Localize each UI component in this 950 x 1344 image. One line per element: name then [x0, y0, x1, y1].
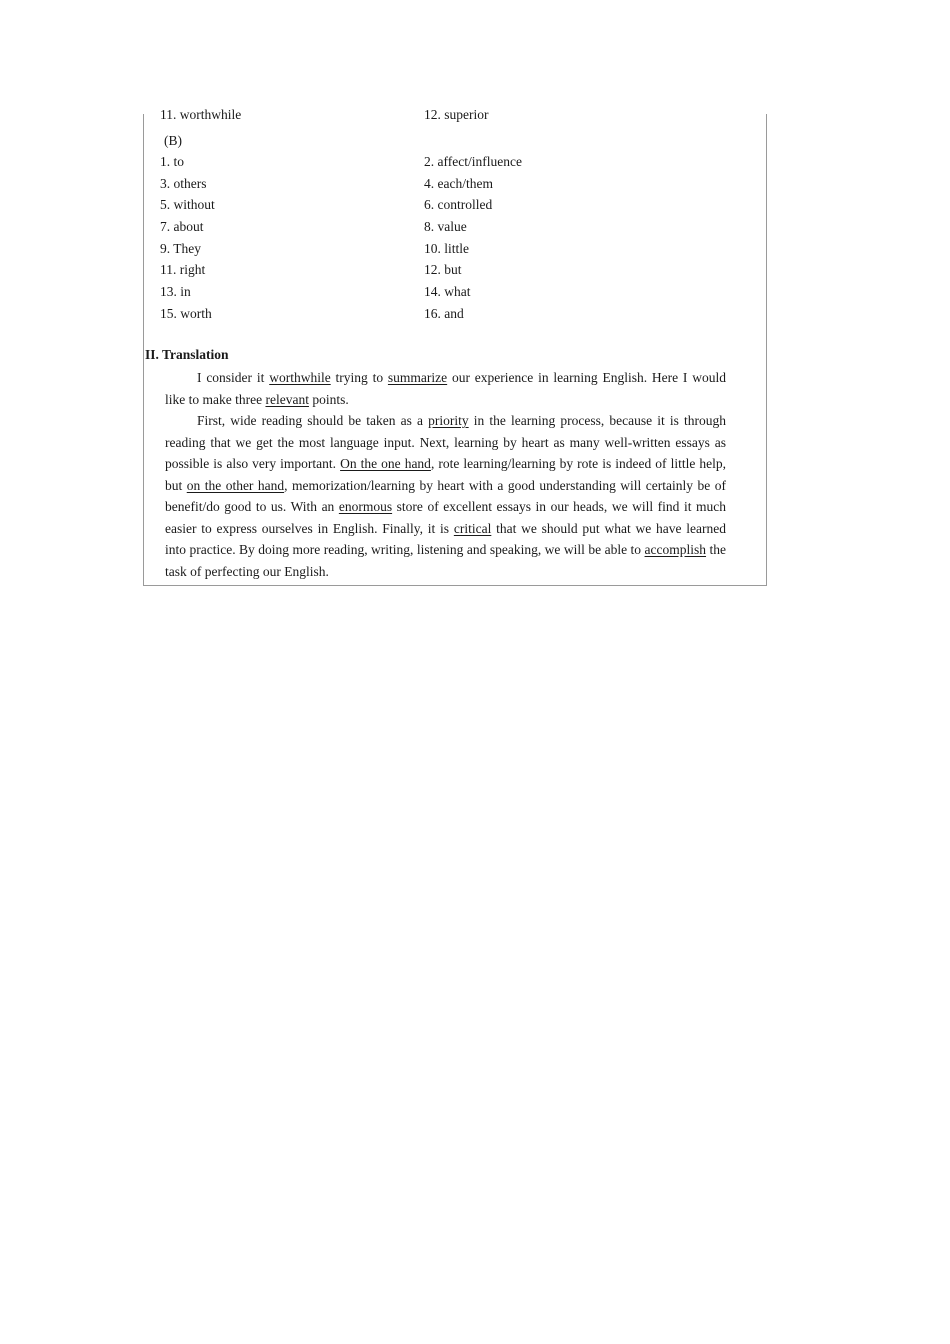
- underlined-term: On the one hand: [340, 456, 431, 471]
- answer-item: 10. little: [424, 240, 469, 256]
- answer-item: 1. to: [160, 154, 185, 169]
- translation-heading: II. Translation: [145, 347, 229, 362]
- text-run: points.: [308, 391, 349, 407]
- answer-row: [160, 259, 760, 281]
- underlined-term: critical: [453, 520, 492, 536]
- underlined-term: enormous: [338, 499, 393, 514]
- answer-row: [160, 303, 760, 325]
- section-b-answers: [160, 151, 760, 325]
- answer-item: 9. They: [160, 240, 201, 256]
- underlined-term: priority: [428, 413, 469, 428]
- underlined-term: summarize: [387, 370, 448, 385]
- underlined-term: on the other hand: [186, 477, 285, 493]
- answer-item: 14. what: [424, 284, 471, 300]
- answer-item: 12. but: [424, 262, 462, 278]
- section-b-label: (B): [164, 133, 182, 148]
- answer-item: 7. about: [160, 219, 204, 235]
- answer-item: 13. in: [160, 284, 191, 300]
- answer-item: 8. value: [424, 219, 467, 235]
- text-run: I consider it: [197, 370, 270, 385]
- underlined-term: accomplish: [644, 542, 707, 557]
- underlined-term: worthwhile: [269, 370, 331, 385]
- answer-item: 4. each/them: [424, 175, 493, 191]
- translation-paragraph-1: [165, 367, 726, 410]
- text-run: , memorization/learning by heart with a good understanding will certainly be of benefit/do good to us. With an: [165, 477, 726, 514]
- answer-12-superior: 12. superior: [424, 108, 489, 122]
- answer-row: [160, 238, 760, 260]
- answer-item: 15. worth: [160, 305, 212, 321]
- text-run: that we should put what we have learned into practice. By doing more reading, writing, listening and speaking, we will be able to: [165, 520, 726, 557]
- answer-item: 16. and: [424, 305, 464, 321]
- answer-item: 2. affect/influence: [424, 154, 522, 169]
- text-run: in the learning process, because it is through reading that we get the most language input. Next, learning by heart as many well-written essays as possible is also very important.: [165, 413, 727, 471]
- answer-11-worthwhile: 11. worthwhile: [160, 108, 242, 122]
- answer-item: 3. others: [160, 175, 207, 191]
- answer-item: 6. controlled: [424, 197, 493, 213]
- text-run: , rote learning/learning by rote is indeed of little help, but: [165, 456, 726, 493]
- cut-off-row: [160, 108, 760, 122]
- translation-paragraph-2: [165, 410, 726, 582]
- text-run: the task of perfecting our English.: [165, 542, 727, 579]
- text-run: store of excellent essays in our heads, we will find it much easier to express ourselves in English. Finally, it is: [165, 499, 726, 536]
- text-run: First, wide reading should be taken as a: [197, 413, 429, 428]
- text-run: our experience in learning English. Here I would like to make three: [165, 370, 727, 407]
- underlined-term: relevant: [265, 391, 309, 407]
- answer-row: [160, 151, 760, 173]
- answer-item: 11. right: [160, 262, 206, 278]
- answer-row: [160, 194, 760, 216]
- translation-text: [165, 367, 726, 582]
- answer-row: [160, 216, 760, 238]
- answer-row: [160, 173, 760, 195]
- text-run: trying to: [330, 370, 388, 385]
- answer-row: [160, 281, 760, 303]
- answer-item: 5. without: [160, 197, 215, 213]
- answer-key-panel: [143, 108, 767, 586]
